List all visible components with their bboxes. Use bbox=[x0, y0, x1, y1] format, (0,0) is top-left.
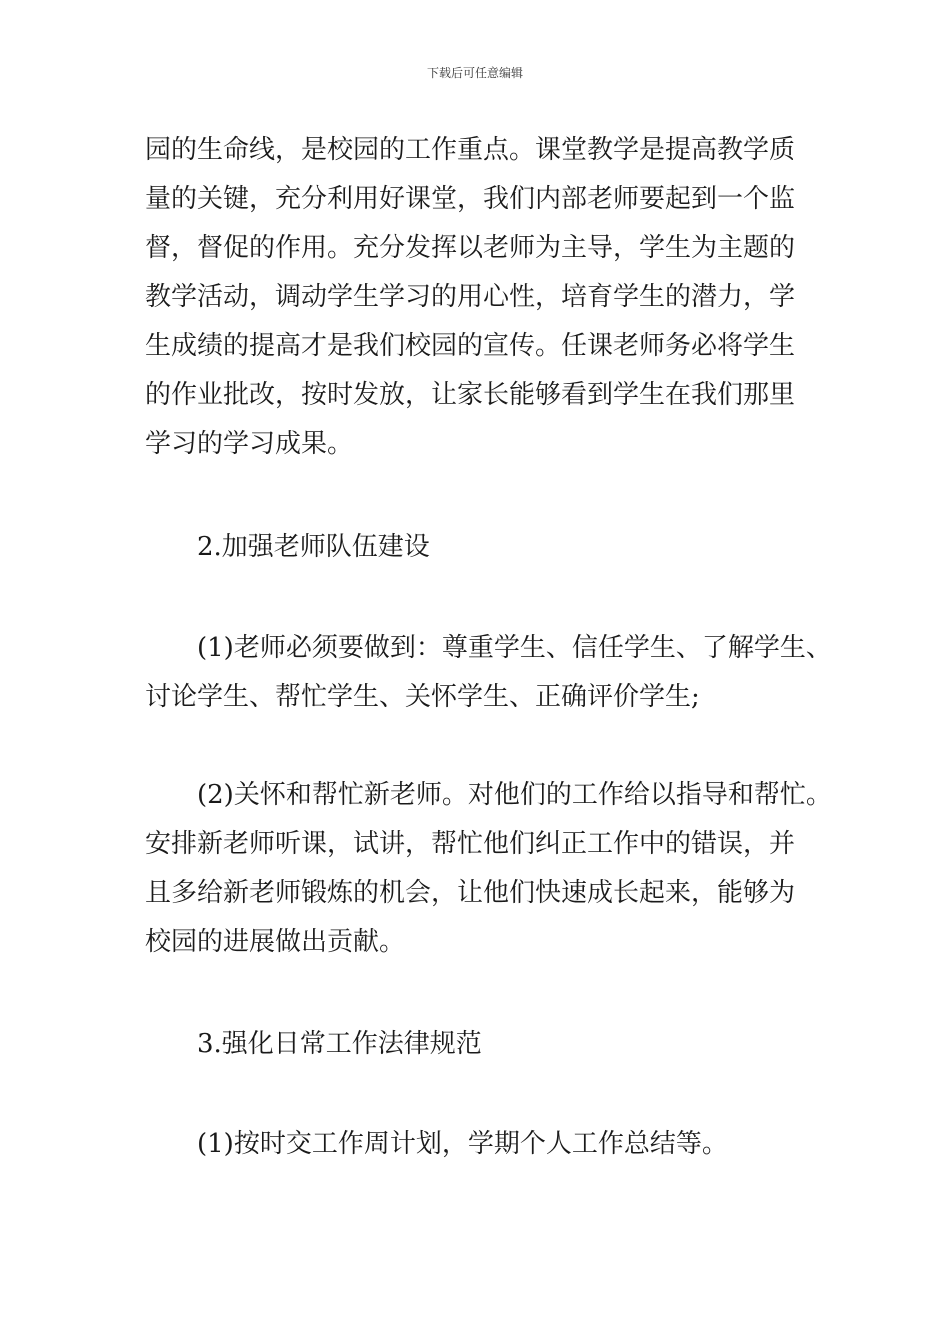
section-heading-3 bbox=[145, 1020, 845, 1069]
text-line: 园的生命线，是校园的工作重点。课堂教学是提高教学质 bbox=[145, 135, 796, 165]
heading-line: 2.加强老师队伍建设 bbox=[145, 532, 430, 562]
text-line: (1)按时交工作周计划，学期个人工作总结等。 bbox=[145, 1129, 728, 1159]
paragraph-item-2 bbox=[145, 771, 845, 967]
paragraph-teaching-quality bbox=[145, 126, 845, 469]
paragraph-item-1 bbox=[145, 624, 845, 722]
text-line: (1)老师必须要做到：尊重学生、信任学生、了解学生、 bbox=[145, 633, 832, 663]
heading-line: 3.强化日常工作法律规范 bbox=[145, 1029, 482, 1059]
paragraph-item-3-1 bbox=[145, 1120, 845, 1169]
text-line: 学习的学习成果。 bbox=[145, 429, 354, 459]
page-header: 下载后可任意编辑 bbox=[426, 66, 523, 80]
text-line: 讨论学生、帮忙学生、关怀学生、正确评价学生; bbox=[145, 682, 700, 712]
text-line: 安排新老师听课，试讲，帮忙他们纠正工作中的错误，并 bbox=[145, 829, 796, 859]
text-line: 督，督促的作用。充分发挥以老师为主导，学生为主题的 bbox=[145, 233, 796, 263]
text-line: 教学活动，调动学生学习的用心性，培育学生的潜力，学 bbox=[145, 282, 796, 312]
text-line: 生成绩的提高才是我们校园的宣传。任课老师务必将学生 bbox=[145, 331, 796, 361]
text-line: (2)关怀和帮忙新老师。对他们的工作给以指导和帮忙。 bbox=[145, 780, 832, 810]
text-line: 且多给新老师锻炼的机会，让他们快速成长起来，能够为 bbox=[145, 878, 796, 908]
section-heading-2 bbox=[145, 523, 845, 572]
text-line: 的作业批改，按时发放，让家长能够看到学生在我们那里 bbox=[145, 380, 796, 410]
text-line: 量的关键，充分利用好课堂，我们内部老师要起到一个监 bbox=[145, 184, 796, 214]
text-line: 校园的进展做出贡献。 bbox=[145, 927, 406, 957]
